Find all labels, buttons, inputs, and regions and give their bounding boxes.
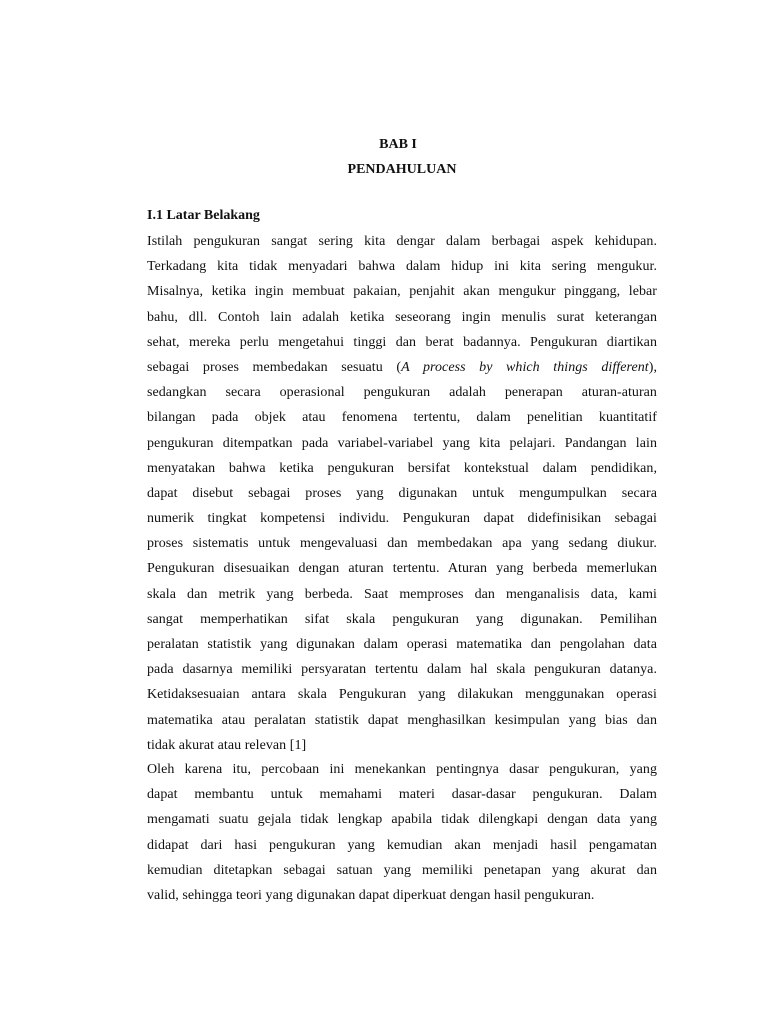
chapter-title: PENDAHULUAN xyxy=(347,162,457,177)
paragraph-line: menyatakan bahwa ketika pengukuran bersifat kontekstual dalam pendidikan, xyxy=(147,460,657,476)
paragraph-line: valid, sehingga teori yang digunakan dapat diperkuat dengan hasil pengukuran. xyxy=(147,887,595,903)
paragraph-line: sedangkan secara operasional pengukuran adalah penerapan aturan-aturan xyxy=(147,385,657,401)
paragraph-line: Terkadang kita tidak menyadari bahwa dalam hidup ini kita sering mengukur. xyxy=(147,259,657,275)
paragraph-line: didapat dari hasi pengukuran yang kemudian akan menjadi hasil pengamatan xyxy=(147,837,657,853)
paragraph-line: numerik tingkat kompetensi individu. Pengukuran dapat didefinisikan sebagai xyxy=(147,511,657,527)
paragraph-line: proses sistematis untuk mengevaluasi dan membedakan apa yang sedang diukur. xyxy=(147,536,657,552)
paragraph-line: kemudian ditetapkan sebagai satuan yang memiliki penetapan yang akurat dan xyxy=(147,862,657,878)
line-text-after: ), xyxy=(648,359,657,375)
paragraph-line: peralatan statistik yang digunakan dalam operasi matematika dan pengolahan data xyxy=(147,637,657,652)
paragraph-line: Oleh karena itu, percobaan ini menekankan pentingnya dasar pengukuran, yang xyxy=(147,762,657,777)
paragraph-2 xyxy=(147,757,657,908)
paragraph-line: dapat disebut sebagai proses yang digunakan untuk mengumpulkan secara xyxy=(147,485,657,501)
paragraph-line: tidak akurat atau relevan [1] xyxy=(147,737,307,753)
paragraph-line: Misalnya, ketika ingin membuat pakaian, penjahit akan mengukur pinggang, lebar xyxy=(147,284,657,300)
paragraph-line: matematika atau peralatan statistik dapat menghasilkan kesimpulan yang bias dan xyxy=(147,712,657,728)
italic-phrase: A process by which things different xyxy=(401,359,649,375)
paragraph-line: pengukuran ditempatkan pada variabel-variabel yang kita pelajari. Pandangan lain xyxy=(147,435,657,451)
paragraph-line: dapat membantu untuk memahami materi dasar-dasar pengukuran. Dalam xyxy=(147,787,657,803)
paragraph-line: bilangan pada objek atau fenomena tertentu, dalam penelitian kuantitatif xyxy=(147,410,657,426)
paragraph-line: pada dasarnya memiliki persyaratan tertentu dalam hal skala pengukuran datanya. xyxy=(147,662,657,678)
paragraph-line: sehat, mereka perlu mengetahui tinggi dan berat badannya. Pengukuran diartikan xyxy=(147,334,657,350)
paragraph-line: Ketidaksesuaian antara skala Pengukuran yang dilakukan menggunakan operasi xyxy=(147,687,657,703)
paragraph-1 xyxy=(147,229,657,758)
paragraph-line-with-italic xyxy=(147,355,657,380)
line-text-before: sebagai proses membedakan sesuatu ( xyxy=(147,359,402,375)
paragraph-line: bahu, dll. Contoh lain adalah ketika seseorang ingin menulis surat keterangan xyxy=(147,309,657,325)
section-heading: I.1 Latar Belakang xyxy=(147,208,260,223)
paragraph-line: Istilah pengukuran sangat sering kita dengar dalam berbagai aspek kehidupan. xyxy=(147,234,657,249)
paragraph-line: skala dan metrik yang berbeda. Saat memproses dan menganalisis data, kami xyxy=(147,586,657,602)
paragraph-line: Pengukuran disesuaikan dengan aturan tertentu. Aturan yang berbeda memerlukan xyxy=(147,561,657,577)
paragraph-line: sangat memperhatikan sifat skala pengukuran yang digunakan. Pemilihan xyxy=(147,611,657,627)
chapter-label: BAB I xyxy=(379,137,417,152)
paragraph-line: mengamati suatu gejala tidak lengkap apabila tidak dilengkapi dengan data yang xyxy=(147,812,657,828)
